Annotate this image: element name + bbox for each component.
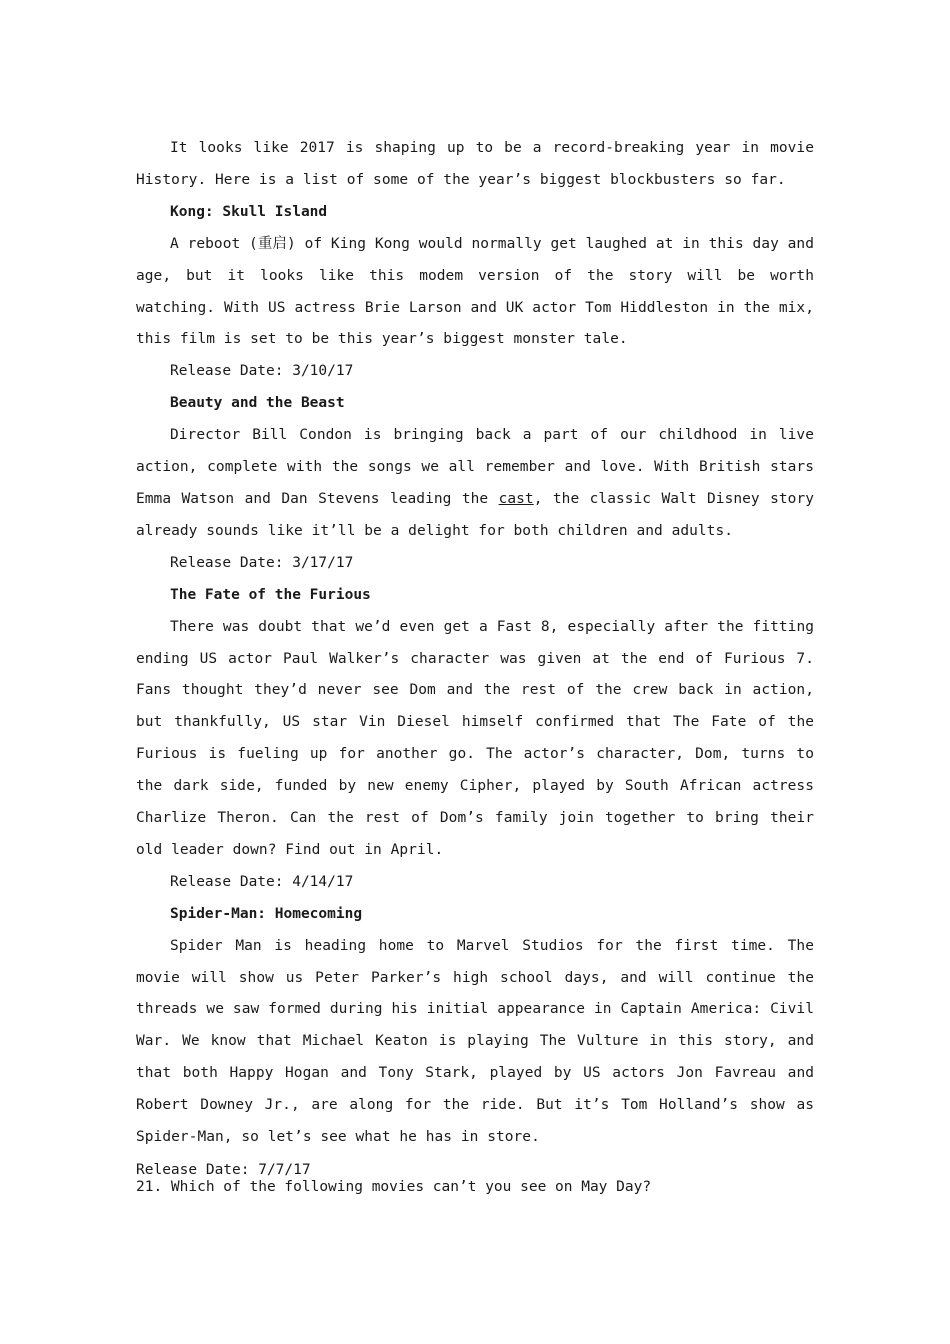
release-date-furious: Release Date: 4/14/17: [170, 873, 354, 890]
description-text: Director Bill Condon is bringing back a part of our childhood in live action, complete with the songs we all remember and love. With British stars Emma Watson and Dan Stevens leading the: [136, 427, 814, 507]
movie-title-furious: The Fate of the Furious: [170, 586, 371, 603]
question-21: 21. Which of the following movies can’t you see on May Day?: [136, 1179, 652, 1195]
release-date-beauty: Release Date: 3/17/17: [170, 554, 354, 571]
release-date-spiderman: Release Date: 7/7/17: [136, 1162, 311, 1178]
movie-title-kong: Kong: Skull Island: [170, 203, 328, 220]
underlined-word: cast: [498, 490, 534, 507]
release-date-kong: Release Date: 3/10/17: [170, 363, 354, 380]
document-page: [136, 133, 814, 1196]
movie-title-spiderman: Spider-Man: Homecoming: [170, 905, 363, 922]
movie-description-spiderman: Spider Man is heading home to Marvel Studios for the first time. The movie will show us Peter Parker’s high school days, and will continue the threads we saw formed during his initial appearance in Captain America: Civil War. We know that Michael Keaton is playing The Vulture in this story, and that both Happy Hogan and Tony Stark, played by US actors Jon Favreau and Robert Downey Jr., are along for the ride. But it’s Tom Holland’s show as Spider-Man, so let’s see what he has in store.: [136, 937, 814, 1146]
description-text: , the classic Walt Disney story already sounds like it’ll be a delight for both children and adults.: [136, 490, 814, 539]
movie-description-beauty: [136, 420, 814, 548]
movie-description-kong: A reboot (重启) of King Kong would normally get laughed at in this day and age, but it looks like this modem version of the story will be worth watching. With US actress Brie Larson and UK actor Tom Hiddleston in the mix, this film is set to be this year’s biggest monster tale.: [136, 235, 814, 348]
movie-title-beauty: Beauty and the Beast: [170, 395, 345, 412]
movie-description-furious: There was doubt that we’d even get a Fast 8, especially after the fitting ending US actor Paul Walker’s character was given at the end of Furious 7. Fans thought they’d never see Dom and the rest of the crew back in action, but thankfully, US star Vin Diesel himself confirmed that The Fate of the Furious is fueling up for another go. The actor’s character, Dom, turns to the dark side, funded by new enemy Cipher, played by South African actress Charlize Theron. Can the rest of Dom’s family join together to bring their old leader down? Find out in April.: [136, 618, 814, 858]
intro-paragraph: It looks like 2017 is shaping up to be a record-breaking year in movie History. Here is a list of some of the year’s biggest blockbusters so far.: [136, 140, 814, 188]
